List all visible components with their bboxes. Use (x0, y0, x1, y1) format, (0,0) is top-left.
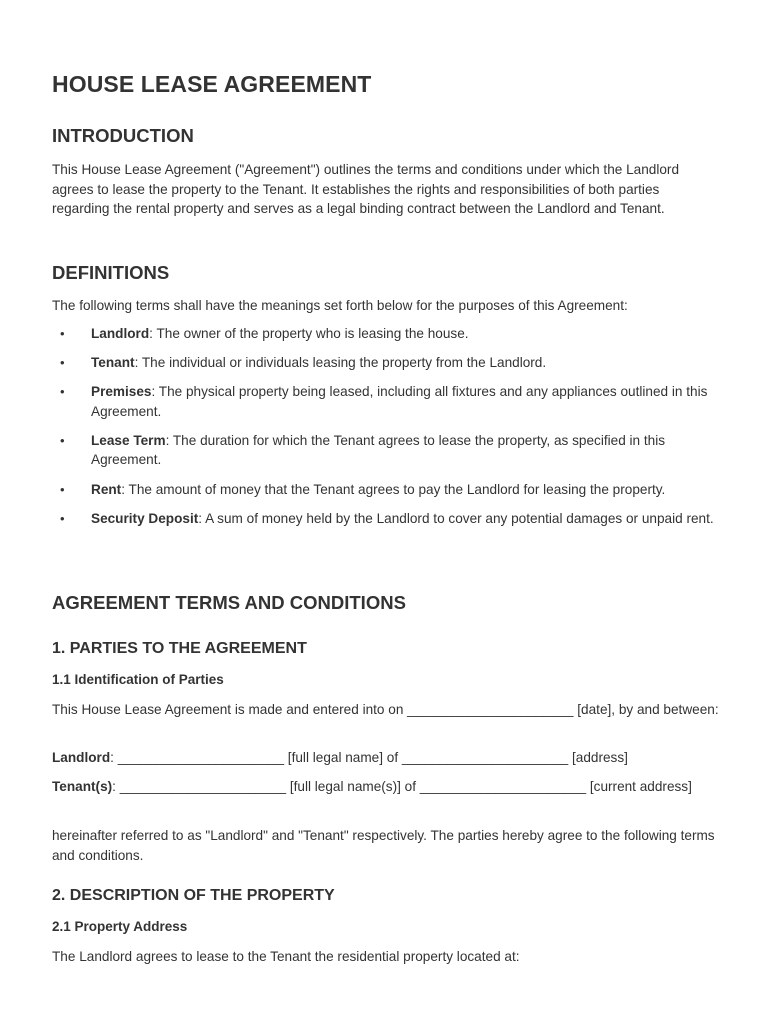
landlord-line (52, 748, 720, 768)
section-2-heading: 2. DESCRIPTION OF THE PROPERTY (52, 887, 335, 904)
definitions-intro: The following terms shall have the meanings set forth below for the purposes of this Agreement: (52, 298, 628, 313)
section-1-1-heading: 1.1 Identification of Parties (52, 672, 224, 687)
definition-term: Lease Term (91, 432, 166, 448)
bullet-icon: • (60, 432, 65, 448)
definition-description: : The individual or individuals leasing the property from the Landlord. (134, 355, 547, 371)
definition-item-premises (52, 382, 720, 421)
introduction-heading: INTRODUCTION (52, 125, 194, 146)
definition-term: Premises (91, 384, 152, 400)
introduction-paragraph: This House Lease Agreement ("Agreement") outlines the terms and conditions under which the Landlord agrees to lease the property to the Tenant. It establishes the rights and responsibilities of both parties regarding the rental property and serves as a legal binding contract between the Landlord and Tenant. (52, 162, 680, 217)
definition-item-rent (52, 480, 720, 500)
definition-description: : A sum of money held by the Landlord to cover any potential damages or unpaid rent. (198, 510, 714, 526)
section-1-heading: 1. PARTIES TO THE AGREEMENT (52, 640, 307, 657)
definition-term: Rent (91, 481, 122, 497)
bullet-icon: • (60, 384, 65, 400)
property-address-paragraph: The Landlord agrees to lease to the Tenant the residential property located at: (52, 949, 520, 964)
definitions-list (52, 324, 720, 538)
tenant-line (52, 777, 720, 797)
definition-term: Security Deposit (91, 510, 199, 526)
terms-heading: AGREEMENT TERMS AND CONDITIONS (52, 592, 406, 613)
definition-term: Tenant (91, 355, 135, 371)
definition-item-lease-term (52, 431, 720, 470)
landlord-fill-text: : ______________________ [full legal name] of ______________________ [address] (110, 750, 628, 765)
bullet-icon: • (60, 510, 65, 526)
tenant-label: Tenant(s) (52, 779, 113, 794)
definition-description: : The physical property being leased, including all fixtures and any appliances outlined in this Agreement. (91, 384, 708, 419)
definition-item-security-deposit (52, 509, 720, 529)
bullet-icon: • (60, 481, 65, 497)
hereinafter-paragraph: hereinafter referred to as "Landlord" and "Tenant" respectively. The parties hereby agree to the following terms and conditions. (52, 828, 715, 863)
agreement-date-paragraph: This House Lease Agreement is made and entered into on ______________________ [date], by and between: (52, 702, 719, 717)
definition-description: : The owner of the property who is leasing the house. (149, 326, 469, 341)
definition-term: Landlord (91, 326, 150, 341)
bullet-icon: • (60, 355, 65, 371)
tenant-fill-text: : ______________________ [full legal name(s)] of ______________________ [current address] (112, 779, 692, 794)
section-2-1-heading: 2.1 Property Address (52, 919, 188, 934)
definitions-heading: DEFINITIONS (52, 262, 170, 283)
landlord-label: Landlord (52, 750, 111, 765)
definition-item-landlord (52, 324, 720, 344)
document-title: HOUSE LEASE AGREEMENT (52, 71, 372, 97)
definition-description: : The amount of money that the Tenant agrees to pay the Landlord for leasing the property. (121, 481, 666, 497)
definition-item-tenant (52, 353, 720, 373)
definition-description: : The duration for which the Tenant agrees to lease the property, as specified in this Agreement. (91, 432, 666, 468)
bullet-icon: • (60, 326, 65, 341)
